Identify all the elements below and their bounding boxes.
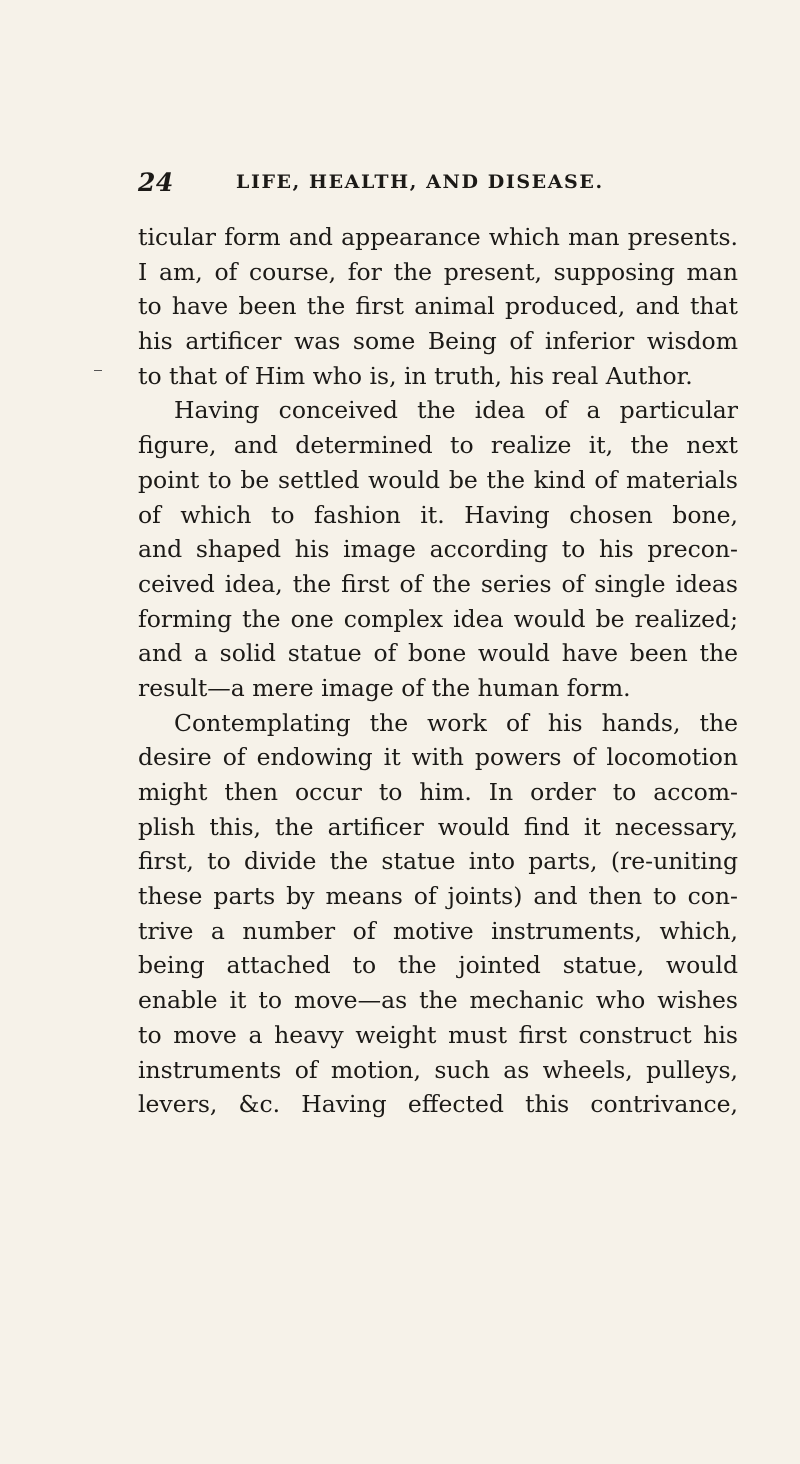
text-line: result—a mere image of the human form. [138,673,631,702]
text-line: first, to divide the statue into parts, (re-uniting [138,847,738,876]
text-line: ceived idea, the first of the series of single ideas [138,569,738,598]
margin-mark [94,370,102,371]
text-line: point to be settled would be the kind of materials [138,465,738,494]
text-line: ticular form and appearance which man presents. [138,223,738,251]
text-line: desire of endowing it with powers of locomotion [138,743,738,772]
text-line: and shaped his image according to his precon- [138,535,738,564]
text-line: and a solid statue of bone would have been the [138,639,738,668]
text-line: to have been the first animal produced, and that [138,292,738,321]
text-line: being attached to the jointed statue, would [138,951,738,980]
text-line: levers, &c. Having effected this contrivance, [138,1090,738,1119]
text-line: Having conceived the idea of a particular [174,396,738,425]
page-number: 24 [138,168,174,197]
text-line: these parts by means of joints) and then to con- [138,882,738,911]
body-text [138,220,738,1122]
text-line: might then occur to him. In order to accom- [138,778,738,806]
text-line: enable it to move—as the mechanic who wishes [138,986,738,1015]
running-title: LIFE, HEALTH, AND DISEASE. [236,171,604,193]
text-line: forming the one complex idea would be realized; [138,604,738,633]
text-line: trive a number of motive instruments, which, [138,916,738,945]
text-line: Contemplating the work of his hands, the [174,708,738,737]
text-line: instruments of motion, such as wheels, pulleys, [138,1055,738,1084]
text-line: to move a heavy weight must first construct his [138,1020,738,1049]
text-line: his artificer was some Being of inferior wisdom [138,327,738,356]
text-line: I am, of course, for the present, supposing man [138,257,738,286]
running-head [138,168,738,202]
text-line: of which to fashion it. Having chosen bone, [138,500,738,529]
text-line: figure, and determined to realize it, the next [138,431,738,460]
text-line: to that of Him who is, in truth, his real Author. [138,361,693,390]
text-line: plish this, the artificer would find it necessary, [138,812,738,841]
